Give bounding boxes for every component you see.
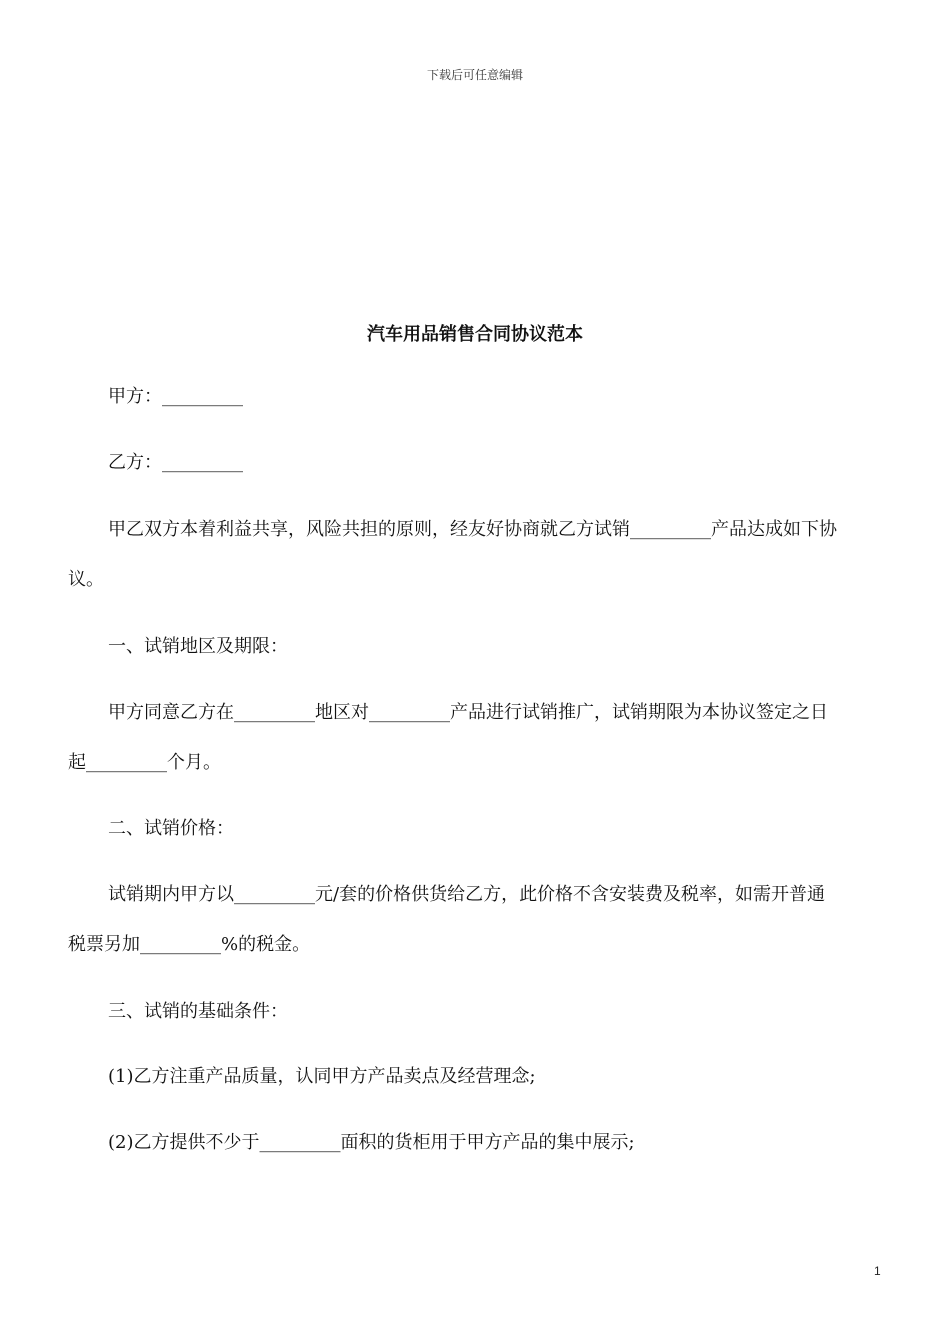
section-3-item-1: (1)乙方注重产品质量，认同甲方产品卖点及经营理念; <box>108 1066 536 1087</box>
party-a-line: 甲方：_________ <box>108 386 243 407</box>
section-2-line-2: 税票另加_________%的税金。 <box>68 934 311 955</box>
section-1-line-2: 起_________个月。 <box>68 752 221 773</box>
intro-line-1: 甲乙双方本着利益共享，风险共担的原则，经友好协商就乙方试销_________产品达成如下协 <box>108 519 837 540</box>
party-b-line: 乙方：_________ <box>108 452 243 473</box>
page-number: 1 <box>874 1264 881 1278</box>
section-1-heading: 一、试销地区及期限： <box>108 636 288 657</box>
section-2-heading: 二、试销价格： <box>108 818 234 839</box>
section-2-line-1: 试销期内甲方以_________元/套的价格供货给乙方，此价格不含安装费及税率，如需开普通 <box>108 884 826 905</box>
section-3-item-2: (2)乙方提供不少于_________面积的货柜用于甲方产品的集中展示; <box>108 1132 635 1153</box>
section-1-line-1: 甲方同意乙方在_________地区对_________产品进行试销推广，试销期限为本协议签定之日 <box>108 702 828 723</box>
header-note: 下载后可任意编辑 <box>426 68 523 82</box>
section-3-heading: 三、试销的基础条件： <box>108 1001 288 1022</box>
document-title: 汽车用品销售合同协议范本 <box>367 324 583 345</box>
intro-line-2: 议。 <box>68 569 104 590</box>
